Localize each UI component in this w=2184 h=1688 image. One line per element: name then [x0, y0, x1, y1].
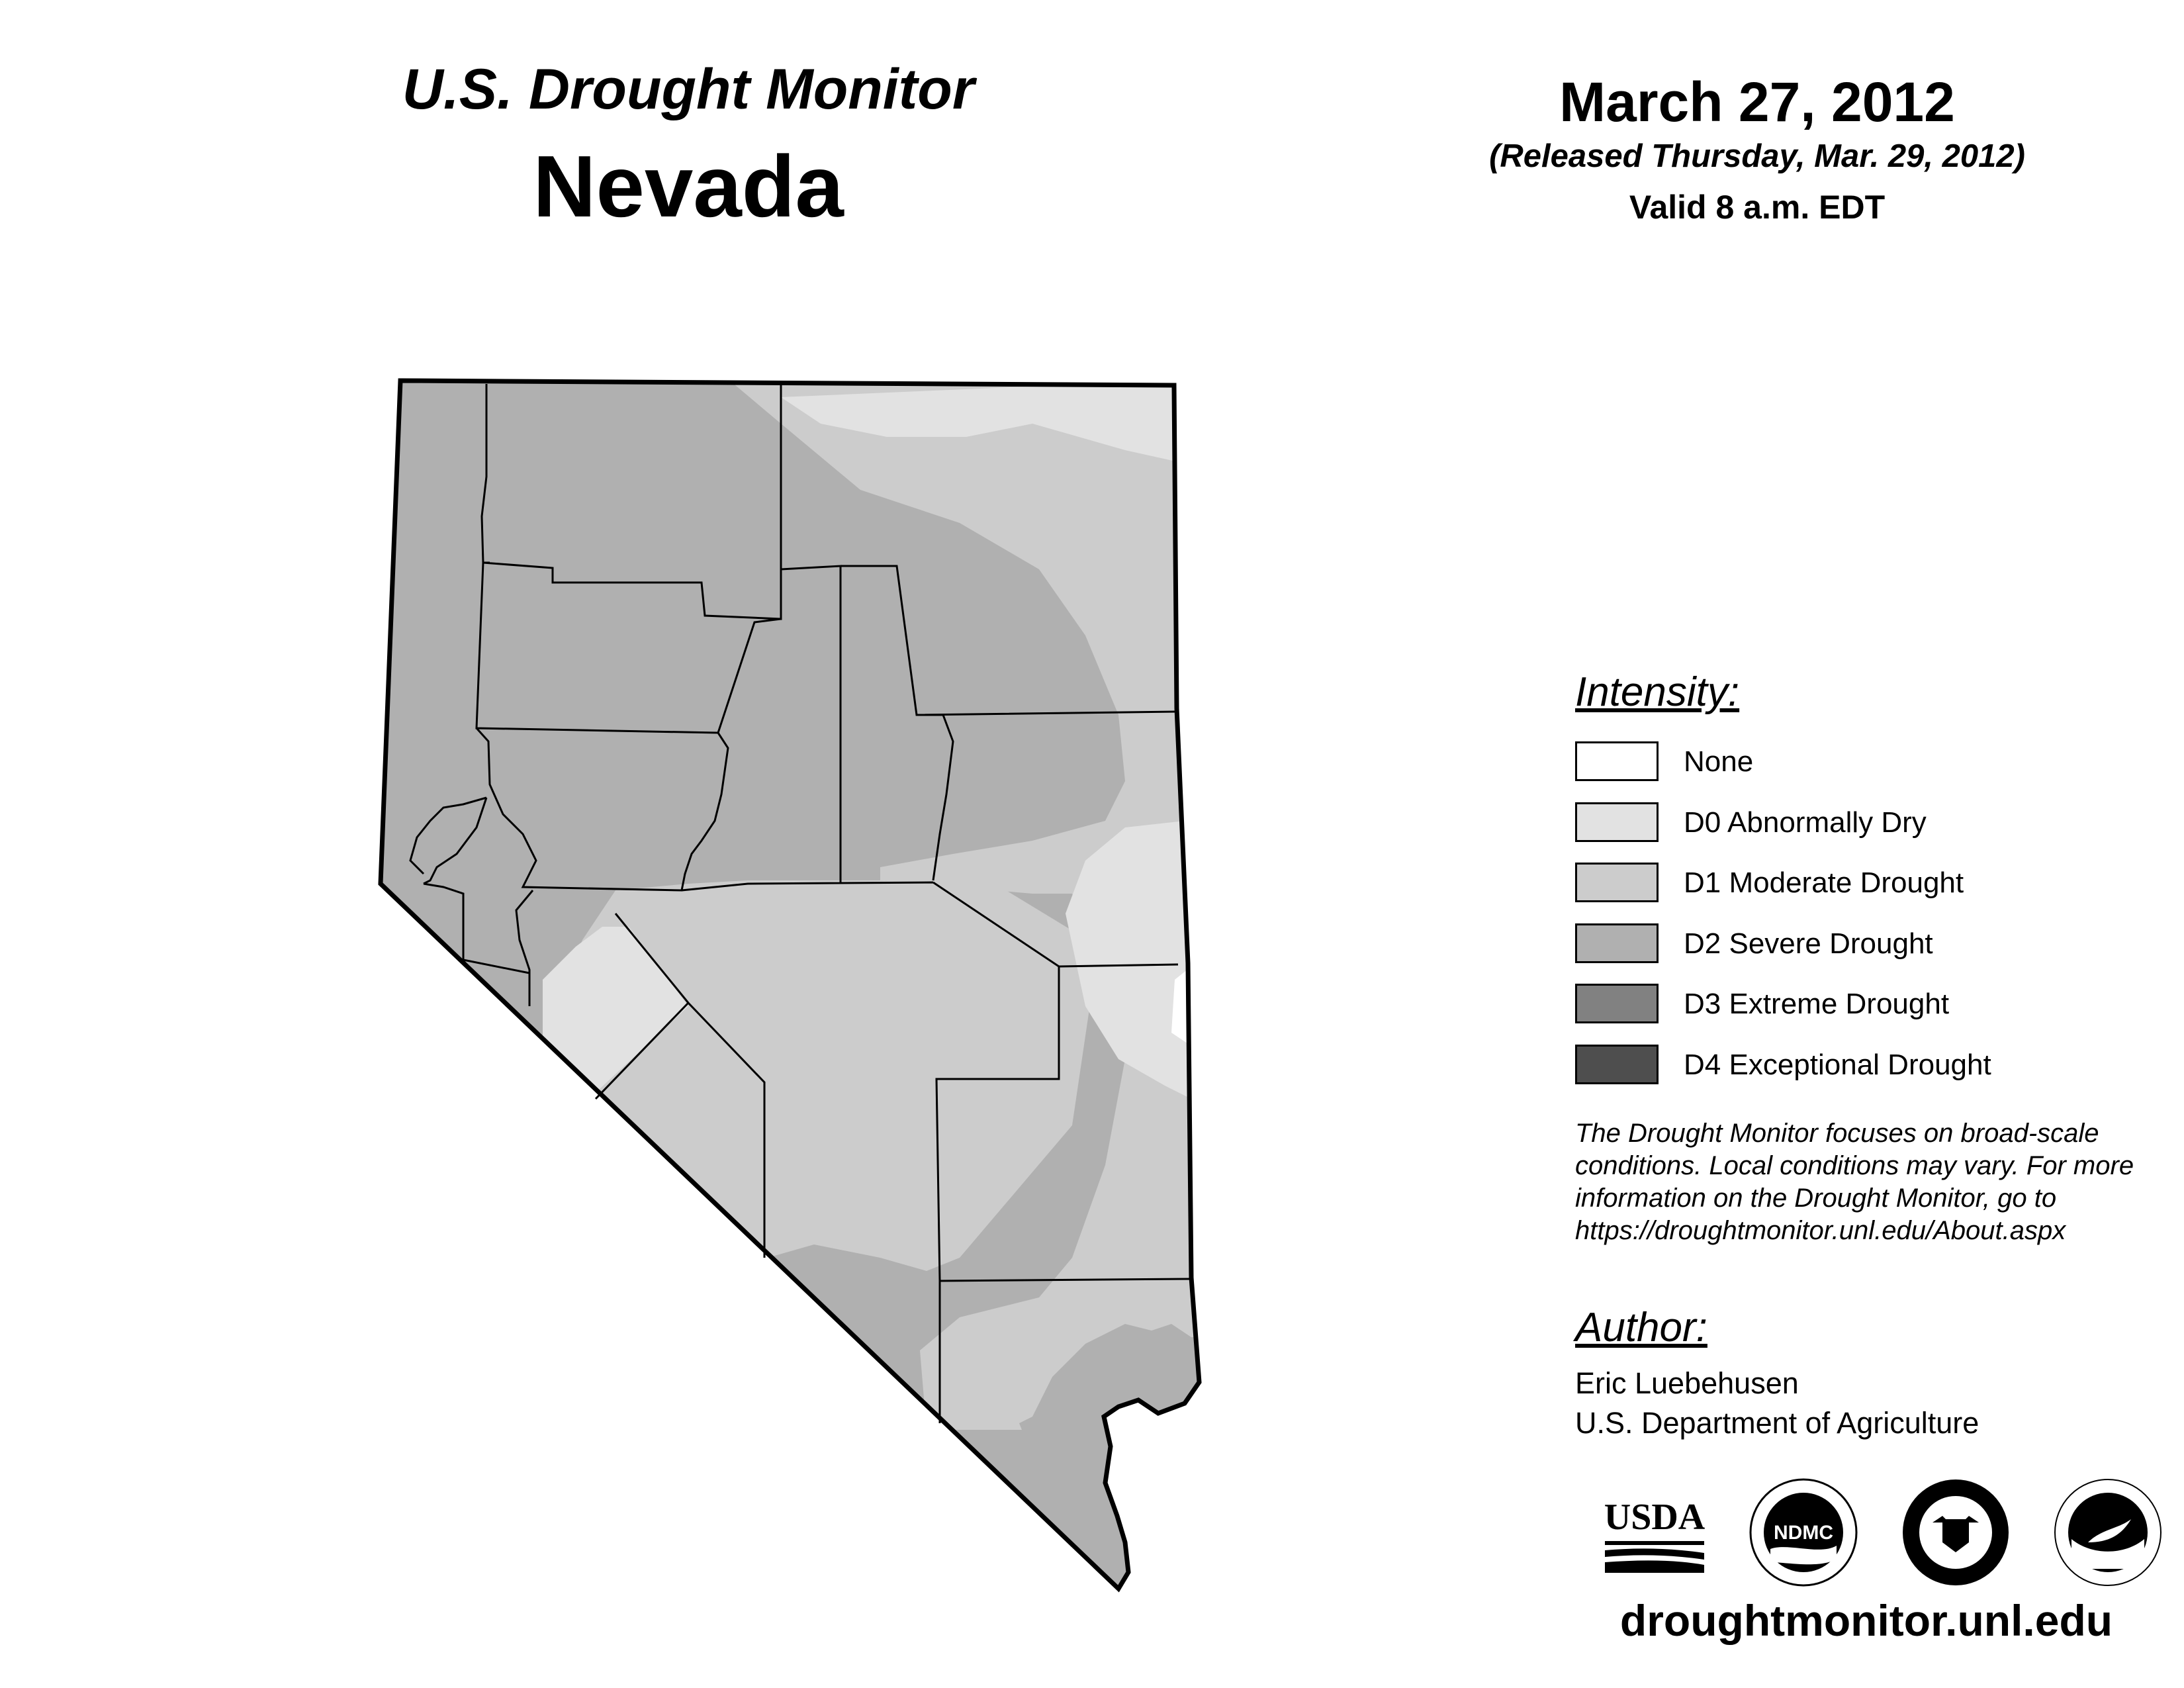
disclaimer-text — [1575, 1117, 2171, 1247]
release-date: (Released Thursday, Mar. 29, 2012) — [1489, 138, 2025, 174]
author-name: Eric Luebehusen — [1575, 1366, 1799, 1400]
legend-label: D0 Abnormally Dry — [1684, 806, 1927, 839]
department-of-commerce-seal — [1899, 1476, 2012, 1589]
legend-swatch — [1575, 984, 1659, 1023]
disclaimer-url[interactable]: https://droughtmonitor.unl.edu/About.aspx — [1575, 1216, 2066, 1245]
legend-label: None — [1684, 745, 1754, 778]
legend-title: Intensity: — [1575, 669, 1740, 715]
valid-time: Valid 8 a.m. EDT — [1629, 189, 1886, 226]
disclaimer-line: conditions. Local conditions may vary. For more — [1575, 1151, 2134, 1180]
legend-label: D3 Extreme Drought — [1684, 988, 1950, 1020]
legend-swatch — [1575, 741, 1659, 781]
usda-logo — [1602, 1496, 1707, 1575]
legend-label: D2 Severe Drought — [1684, 927, 1933, 960]
legend-swatch — [1575, 923, 1659, 963]
ndmc-logo-text: NDMC — [1774, 1522, 1833, 1544]
disclaimer-line: The Drought Monitor focuses on broad-scale — [1575, 1119, 2099, 1148]
state-title: Nevada — [533, 138, 844, 235]
legend-swatch — [1575, 863, 1659, 902]
site-url-link[interactable]: droughtmonitor.unl.edu — [1619, 1596, 2113, 1645]
author-title: Author: — [1575, 1305, 1707, 1350]
legend-label: D4 Exceptional Drought — [1684, 1048, 1991, 1081]
legend-label: D1 Moderate Drought — [1684, 867, 1964, 899]
map-date: March 27, 2012 — [1559, 71, 1955, 133]
legend-swatch — [1575, 802, 1659, 842]
map-brand-title: U.S. Drought Monitor — [402, 58, 975, 121]
author-organization: U.S. Department of Agriculture — [1575, 1406, 1979, 1440]
ndmc-logo — [1747, 1476, 1860, 1589]
noaa-logo — [2052, 1476, 2164, 1589]
disclaimer-line: information on the Drought Monitor, go to — [1575, 1184, 2057, 1213]
legend-swatch — [1575, 1045, 1659, 1084]
usda-logo-text: USDA — [1604, 1497, 1706, 1538]
